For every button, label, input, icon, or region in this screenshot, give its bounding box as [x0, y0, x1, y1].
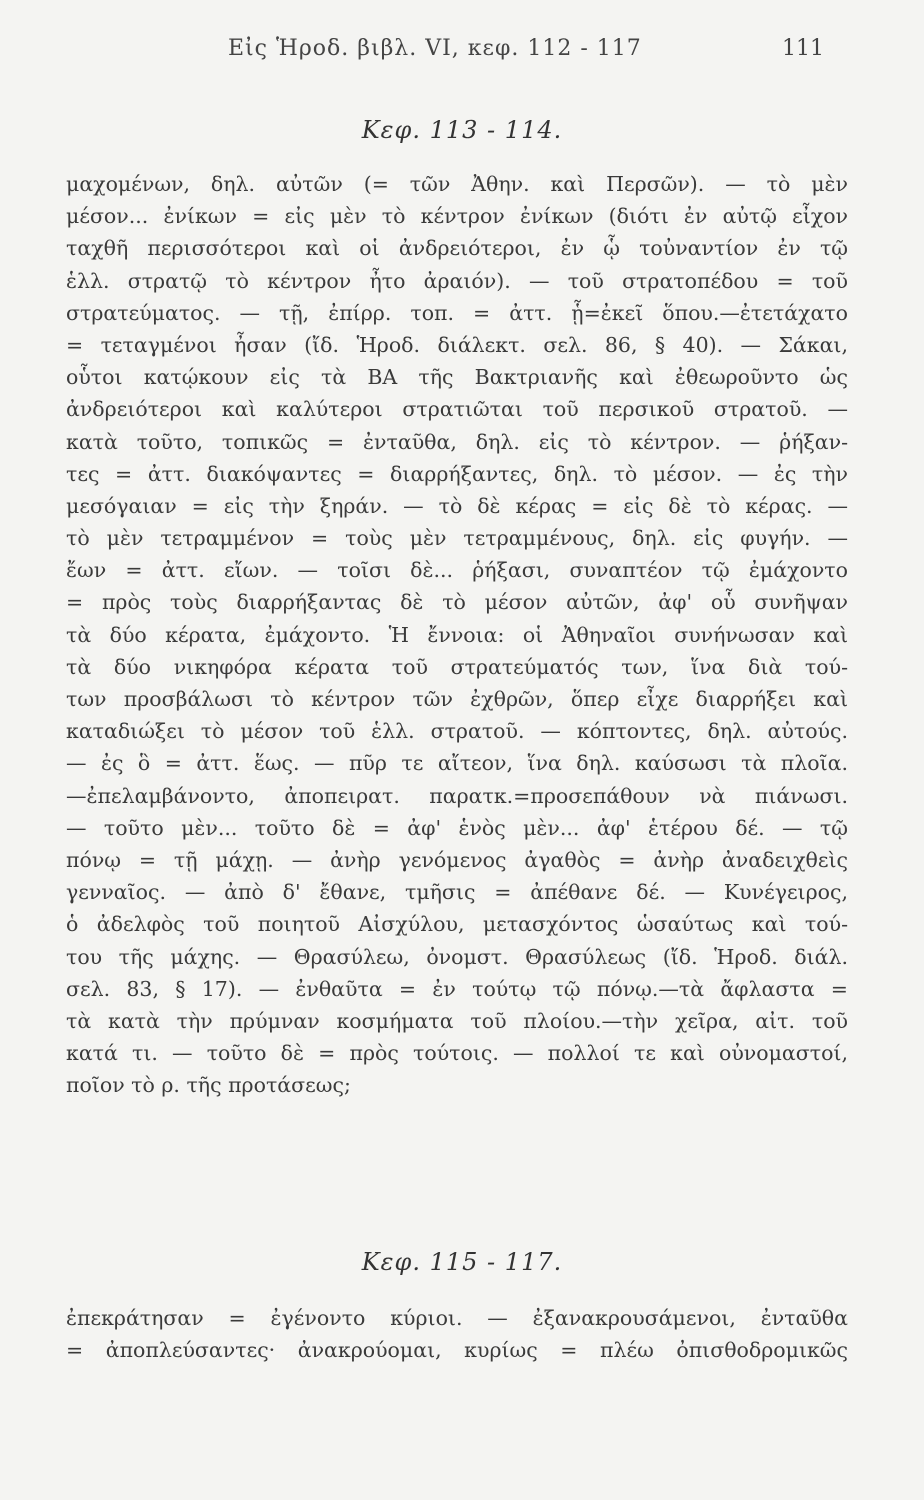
text-line: ἀνδρειότεροι καὶ καλύτεροι στρατιῶται τοῦ περσικοῦ στρατοῦ. — [66, 397, 848, 422]
text-line: τὰ δύο νικηφόρα κέρατα τοῦ στρατεύματός των, ἵνα διὰ τού- [66, 654, 848, 679]
text-line: οὗτοι κατῴκουν εἰς τὰ ΒΑ τῆς Βακτριανῆς καὶ ἐθεωροῦντο ὡς [66, 365, 848, 390]
text-line: — τοῦτο μὲν... τοῦτο δὲ = ἀφ' ἑνὸς μὲν... ἀφ' ἑτέρου δέ. — τῷ [66, 815, 848, 840]
text-line: κατά τι. — τοῦτο δὲ = πρὸς τούτοις. — πολλοί τε καὶ οὐνομαστοί, [66, 1041, 848, 1066]
text-line: —ἐπελαμβάνοντο, ἀποπειρατ. παρατκ.=προσεπάθουν νὰ πιάνωσι. [66, 783, 848, 808]
text-line: ταχθῆ περισσότεροι καὶ οἱ ἀνδρειότεροι, ἐν ᾧ τοὐναντίον ἐν τῷ [66, 236, 848, 261]
page-number: 111 [782, 36, 824, 61]
text-line: τες = ἀττ. διακόψαντες = διαρρήξαντες, δηλ. τὸ μέσον. — ἐς τὴν [66, 461, 848, 486]
text-line: τὸ μὲν τετραμμένον = τοὺς μὲν τετραμμένους, δηλ. εἰς φυγήν. — [66, 526, 848, 551]
text-line: ὁ ἀδελφὸς τοῦ ποιητοῦ Αἰσχύλου, μετασχόντος ὡσαύτως καὶ τού- [66, 912, 848, 937]
commentary-block [66, 168, 848, 1101]
text-line: σελ. 83, § 17). — ἐνθαῦτα = ἐν τούτῳ τῷ πόνῳ.—τὰ ἄφλαστα = [66, 976, 848, 1001]
commentary-block [66, 1302, 848, 1366]
text-line: = ἀποπλεύσαντες· ἀνακρούομαι, κυρίως = πλέω ὀπισθοδρομικῶς [66, 1338, 848, 1363]
text-line: κατὰ τοῦτο, τοπικῶς = ἐνταῦθα, δηλ. εἰς τὸ κέντρον. — ῥήξαν- [66, 429, 848, 454]
text-line: γενναῖος. — ἀπὸ δ' ἔθανε, τμῆσις = ἀπέθανε δέ. — Κυνέγειρος, [66, 880, 848, 905]
text-line: τὰ δύο κέρατα, ἐμάχοντο. Ἡ ἔννοια: οἱ Ἀθηναῖοι συνήνωσαν καὶ [66, 622, 848, 647]
text-line: ποῖον τὸ ρ. τῆς προτάσεως; [66, 1073, 351, 1098]
text-line: πόνῳ = τῇ μάχῃ. — ἀνὴρ γενόμενος ἀγαθὸς = ἀνὴρ ἀναδειχθεὶς [66, 847, 848, 872]
text-line: ἑλλ. στρατῷ τὸ κέντρον ἦτο ἀραιόν). — τοῦ στρατοπέδου = τοῦ [66, 268, 848, 293]
text-line: μαχομένων, δηλ. αὐτῶν (= τῶν Ἀθην. καὶ Περσῶν). — τὸ μὲν [66, 172, 848, 196]
text-line: του τῆς μάχης. — Θρασύλεω, ὀνομστ. Θρασύλεως (ἴδ. Ἡροδ. διάλ. [66, 944, 848, 969]
text-line: = τεταγμένοι ἦσαν (ἴδ. Ἡροδ. διάλεκτ. σελ. 86, § 40). — Σάκαι, [66, 332, 848, 357]
chapter-heading: Κεφ. 113 - 114. [361, 116, 563, 144]
text-line: τὰ κατὰ τὴν πρύμναν κοσμήματα τοῦ πλοίου.—τὴν χεῖρα, αἰτ. τοῦ [66, 1008, 848, 1033]
text-line: = πρὸς τοὺς διαρρήξαντας δὲ τὸ μέσον αὐτῶν, ἀφ' οὗ συνῆψαν [66, 590, 848, 615]
text-line: ἔων = ἀττ. εἴων. — τοῖσι δὲ... ῥήξασι, συναπτέον τῷ ἐμάχοντο [66, 558, 848, 583]
text-line: καταδιώξει τὸ μέσον τοῦ ἑλλ. στρατοῦ. — κόπτοντες, δηλ. αὐτούς. [66, 719, 848, 744]
running-title: Εἰς Ἡροδ. βιβλ. VI, κεφ. 112 - 117 [228, 36, 642, 61]
text-line: των προσβάλωσι τὸ κέντρον τῶν ἐχθρῶν, ὅπερ εἶχε διαρρήξει καὶ [66, 687, 848, 711]
chapter-heading: Κεφ. 115 - 117. [361, 1248, 563, 1276]
text-line: — ἐς ὃ = ἀττ. ἕως. — πῦρ τε αἴτεον, ἵνα δηλ. καύσωσι τὰ πλοῖα. [66, 751, 848, 776]
text-line: στρατεύματος. — τῇ, ἐπίρρ. τοπ. = ἀττ. ᾗ=ἐκεῖ ὅπου.—ἐτετάχατο [66, 300, 848, 325]
text-line: μεσόγαιαν = εἰς τὴν ξηράν. — τὸ δὲ κέρας = εἰς δὲ τὸ κέρας. — [66, 493, 848, 518]
text-line: μέσον... ἐνίκων = εἰς μὲν τὸ κέντρον ἐνίκων (διότι ἐν αὐτῷ εἶχον [66, 204, 848, 229]
text-line: ἐπεκράτησαν = ἐγένοντο κύριοι. — ἐξανακρουσάμενοι, ἐνταῦθα [66, 1306, 848, 1330]
